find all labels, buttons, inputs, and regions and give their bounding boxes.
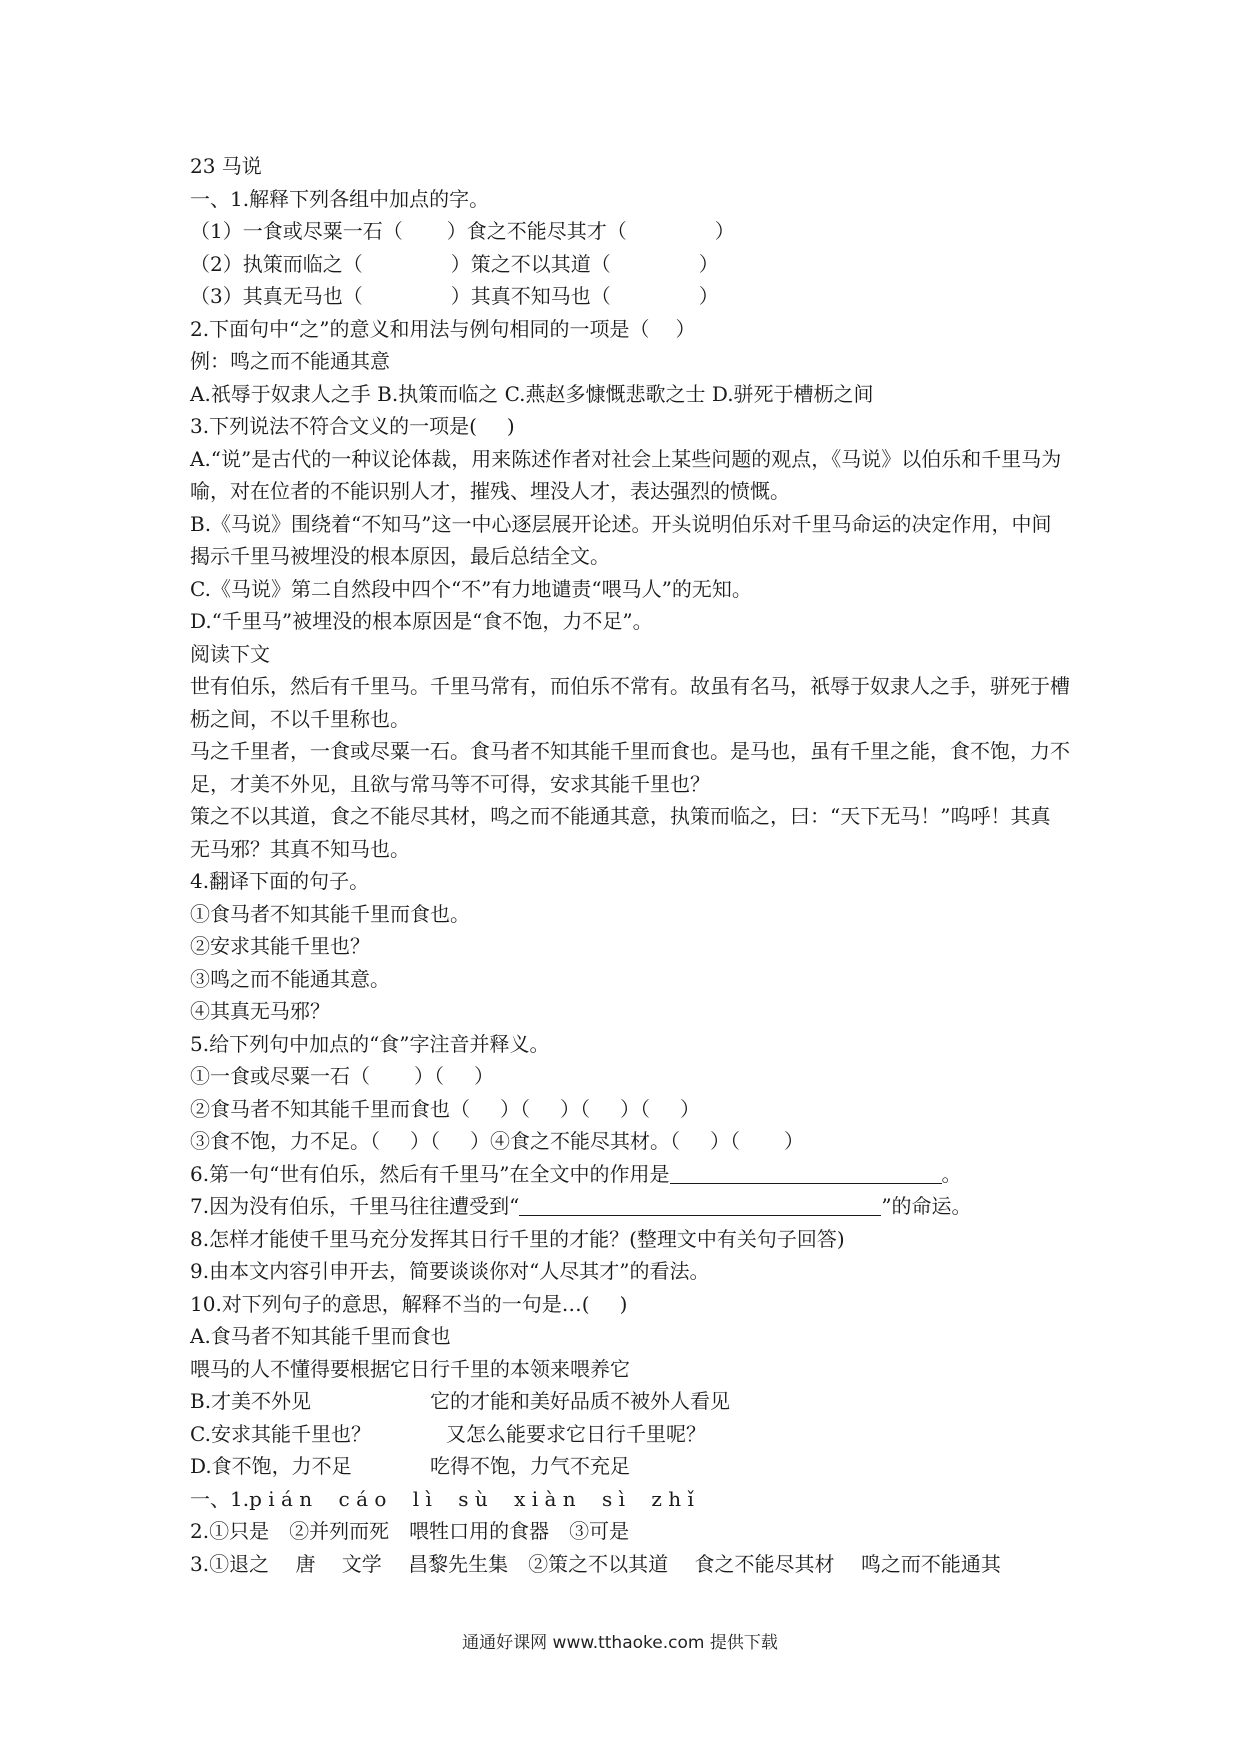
q4-item: ③鸣之而不能通其意。 — [190, 966, 390, 991]
document-title: 23 马说 — [190, 154, 262, 178]
page-footer: 通通好课网 www.tthaoke.com 提供下载 — [462, 1633, 778, 1653]
q10-option-b: B.才美不外见 它的才能和美好品质不被外人看见 — [190, 1389, 730, 1413]
q1-row: （1）一食或尽粟一石（ ）食之不能尽其才（ ） — [190, 219, 735, 243]
q6: 6.第一句“世有伯乐，然后有千里马”在全文中的作用是 。 — [190, 1161, 962, 1186]
q5-row: ③食不饱，力不足。（ ）（ ）④食之不能尽其材。（ ）（ ） — [190, 1129, 804, 1153]
q2-options: A.祇辱于奴隶人之手 B.执策而临之 C.燕赵多慷慨悲歌之士 D.骈死于槽枥之间 — [190, 381, 874, 406]
q5-row: ①一食或尽粟一石（ ）（ ） — [190, 1064, 494, 1088]
q1-stem: 一、1.解释下列各组中加点的字。 — [190, 186, 490, 211]
q10-option-d: D.食不饱，力不足 吃得不饱，力气不充足 — [190, 1454, 630, 1478]
q1-row: （2）执策而临之（ ）策之不以其道（ ） — [190, 251, 719, 276]
q10-option-a: A.食马者不知其能千里而食也 — [190, 1324, 451, 1348]
q1-row: （3）其真无马也（ ）其真不知马也（ ） — [190, 284, 719, 308]
q4-item: ④其真无马邪？ — [190, 999, 330, 1023]
q5-stem: 5.给下列句中加点的“食”字注音并释义。 — [190, 1031, 550, 1056]
q3-option-b: B.《马说》围绕着“不知马”这一中心逐层展开论述。开头说明伯乐对千里马命运的决定作用，中间揭示千里马被埋没的根本原因，最后总结全文。 — [190, 511, 1052, 568]
answer-blank — [519, 1195, 881, 1216]
q10-stem: 10.对下列句子的意思，解释不当的一句是…( ) — [190, 1291, 628, 1316]
reading-heading: 阅读下文 — [190, 641, 270, 666]
answer-2: 2.①只是 ②并列而死 喂牲口用的食器 ③可是 — [190, 1519, 630, 1543]
q2-example: 例：鸣之而不能通其意 — [190, 349, 390, 373]
q8: 8.怎样才能使千里马充分发挥其日行千里的才能？(整理文中有关句子回答) — [190, 1226, 845, 1251]
q3-stem: 3.下列说法不符合文义的一项是( ) — [190, 414, 515, 438]
reading-paragraph: 世有伯乐，然后有千里马。千里马常有，而伯乐不常有。故虽有名马，祇辱于奴隶人之手，骈死于槽枥之间，不以千里称也。 — [190, 674, 1070, 731]
q5-row: ②食马者不知其能千里而食也（ ）（ ）（ ）（ ） — [190, 1096, 700, 1121]
q10-option-c: C.安求其能千里也？ 又怎么能要求它日行千里呢？ — [190, 1421, 706, 1446]
q9: 9.由本文内容引申开去，简要谈谈你对“人尽其才”的看法。 — [190, 1259, 710, 1283]
q4-item: ②安求其能千里也？ — [190, 934, 370, 958]
reading-paragraph: 马之千里者，一食或尽粟一石。食马者不知其能千里而食也。是马也，虽有千里之能，食不饱，力不足，才美不外见，且欲与常马等不可得，安求其能千里也？ — [190, 739, 1070, 796]
q3-option-a: A.“说”是古代的一种议论体裁，用来陈述作者对社会上某些问题的观点，《马说》以伯乐和千里马为喻，对在位者的不能识别人才，摧残、埋没人才，表达强烈的愤慨。 — [190, 446, 1062, 503]
q4-stem: 4.翻译下面的句子。 — [190, 869, 370, 893]
document-body — [190, 150, 1070, 1580]
q2-stem: 2.下面句中“之”的意义和用法与例句相同的一项是（ ） — [190, 316, 696, 341]
answer-1: 一、1.p i á n c á o l ì s ù x i à n s ì z h ǐ — [190, 1486, 694, 1511]
q7: 7.因为没有伯乐，千里马往往遭受到“ ”的命运。 — [190, 1194, 972, 1218]
q10-option-a-translation: 喂马的人不懂得要根据它日行千里的本领来喂养它 — [190, 1356, 630, 1381]
answer-3: 3.①退之 唐 文学 昌黎先生集 ②策之不以其道 食之不能尽其材 鸣之而不能通其 — [190, 1551, 1001, 1576]
answer-blank — [670, 1163, 942, 1184]
q3-option-c: C.《马说》第二自然段中四个“不”有力地谴责“喂马人”的无知。 — [190, 576, 752, 601]
reading-paragraph: 策之不以其道，食之不能尽其材，鸣之而不能通其意，执策而临之，曰：“天下无马！”呜呼！其真无马邪？其真不知马也。 — [190, 804, 1051, 861]
q3-option-d: D.“千里马”被埋没的根本原因是“食不饱，力不足”。 — [190, 609, 653, 633]
q4-item: ①食马者不知其能千里而食也。 — [190, 901, 470, 926]
